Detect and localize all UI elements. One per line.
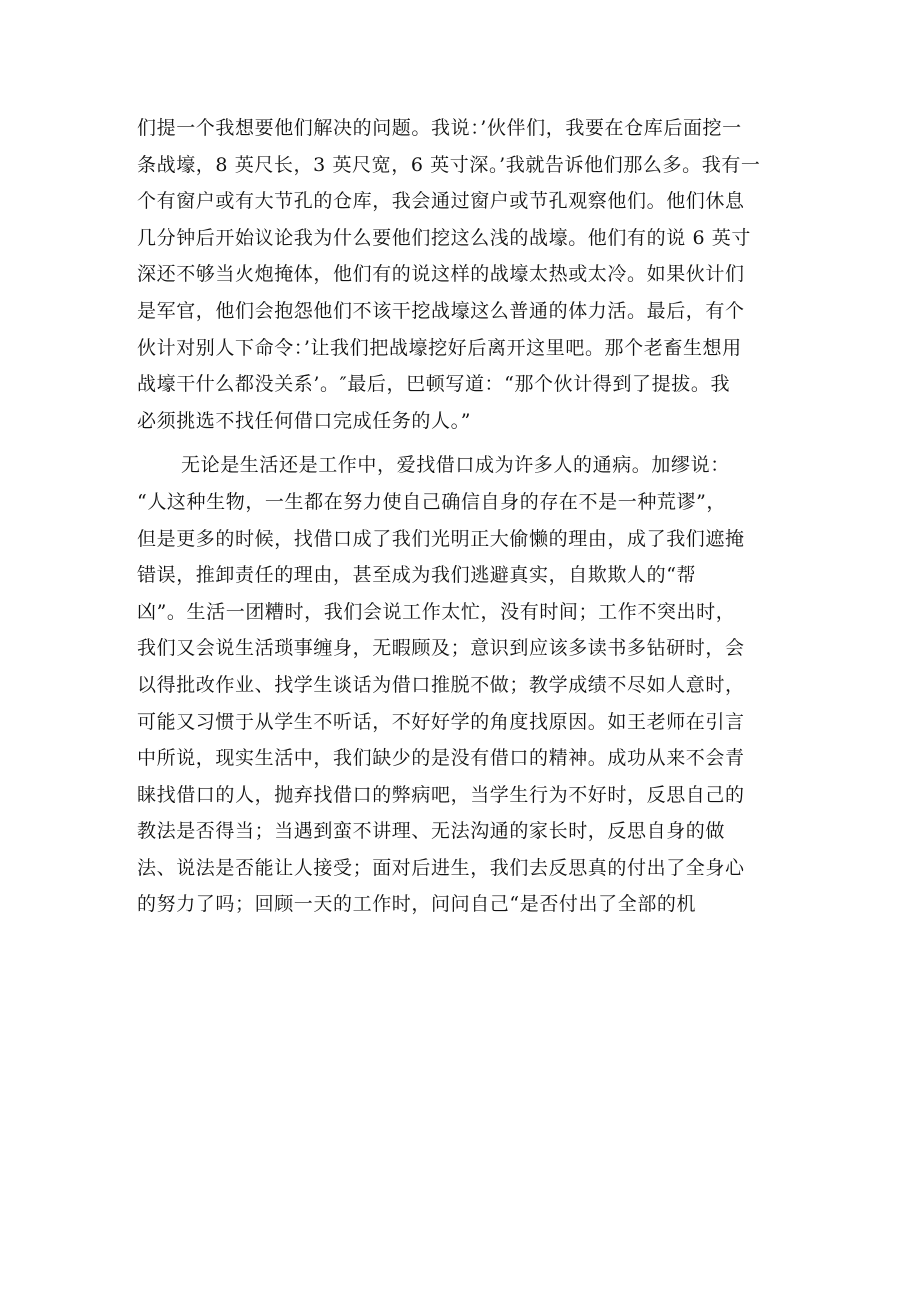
text-line: 我们又会说生活琐事缠身，无暇顾及；意识到应该多读书多钻研时，会 <box>137 637 745 660</box>
text-line: 凶”。生活一团糟时，我们会说工作太忙，没有时间；工作不突出时， <box>137 600 736 623</box>
text-line-indented: 无论是生活还是工作中，爱找借口成为许多人的通病。加缪说： <box>181 454 730 477</box>
body-text <box>137 110 777 923</box>
text-line: 伙计对别人下命令：’让我们把战壕挖好后离开这里吧。那个老畜生想用 <box>137 336 742 359</box>
text-line: 深还不够当火炮掩体，他们有的说这样的战壕太热或太冷。如果伙计们 <box>137 263 745 286</box>
paragraph-2 <box>137 447 777 923</box>
text-line: 们提一个我想要他们解决的问题。我说：’伙伴们，我要在仓库后面挖一 <box>137 117 742 139</box>
text-line: 睐找借口的人，抛弃找借口的弊病吧，当学生行为不好时，反思自己的 <box>137 783 745 806</box>
text-line: 个有窗户或有大节孔的仓库，我会通过窗户或节孔观察他们。他们休息 <box>137 190 745 213</box>
text-line: 条战壕，8 英尺长，3 英尺宽，6 英寸深。’我就告诉他们那么多。我有一 <box>137 153 761 176</box>
paragraph-gap <box>137 439 777 447</box>
paragraph-1 <box>137 110 777 439</box>
text-line: 的努力了吗；回顾一天的工作时，问问自己“是否付出了全部的机 <box>137 893 697 916</box>
text-line: 可能又习惯于从学生不听话，不好好学的角度找原因。如王老师在引言 <box>137 710 745 733</box>
text-line: “人这种生物，一生都在努力使自己确信自身的存在不是一种荒谬”， <box>137 490 727 513</box>
text-line: 必须挑选不找任何借口完成任务的人。” <box>137 409 472 432</box>
text-line: 错误，推卸责任的理由，甚至成为我们逃避真实，自欺欺人的“帮 <box>137 564 697 587</box>
text-line: 教法是否得当；当遇到蛮不讲理、无法沟通的家长时，反思自身的做 <box>137 820 726 843</box>
text-line: 是军官，他们会抱怨他们不该干挖战壕这么普通的体力活。最后，有个 <box>137 299 745 322</box>
text-line: 几分钟后开始议论我为什么要他们挖这么浅的战壕。他们有的说 6 英寸 <box>137 226 751 249</box>
text-line: 法、说法是否能让人接受；面对后进生，我们去反思真的付出了全身心 <box>137 856 745 879</box>
text-line: 但是更多的时候，找借口成了我们光明正大偷懒的理由，成了我们遮掩 <box>137 527 745 550</box>
text-line: 战壕干什么都没关系’。″最后，巴顿写道：“那个伙计得到了提拔。我 <box>137 373 731 396</box>
text-line: 中所说，现实生活中，我们缺少的是没有借口的精神。成功从来不会青 <box>137 747 745 770</box>
text-line: 以得批改作业、找学生谈话为借口推脱不做；教学成绩不尽如人意时， <box>137 673 745 696</box>
